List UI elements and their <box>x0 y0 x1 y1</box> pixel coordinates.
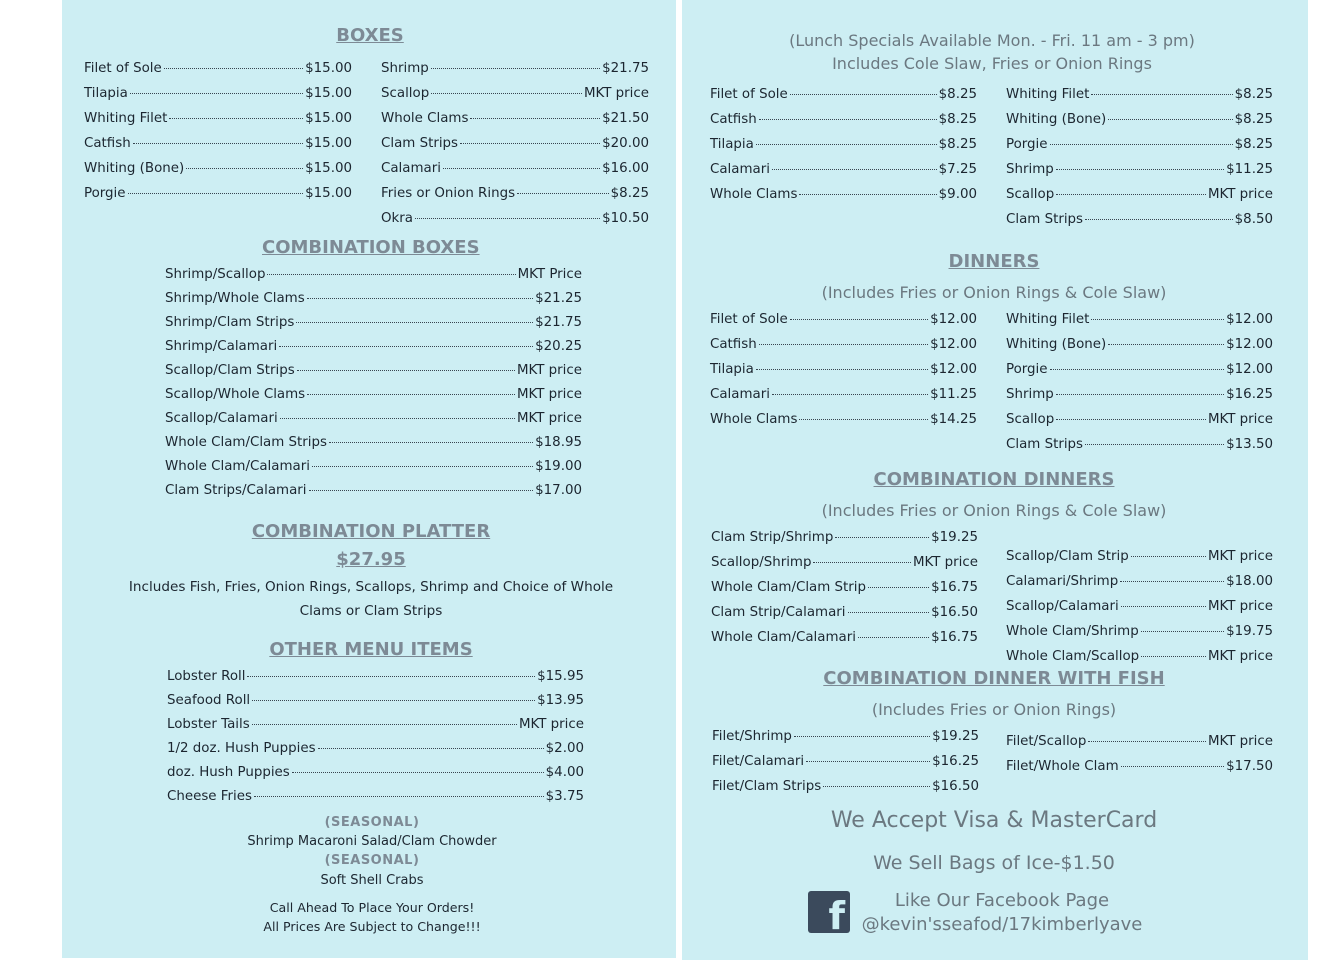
menu-item-price: $21.75 <box>602 61 649 76</box>
dot-leader <box>1121 606 1206 607</box>
dinners-heading: DINNERS <box>948 251 1040 272</box>
menu-item-price: $19.25 <box>932 729 979 744</box>
menu-item-name: Shrimp/Clam Strips <box>165 315 295 330</box>
menu-item <box>381 111 649 129</box>
menu-item <box>1006 112 1273 130</box>
menu-item-price: $15.00 <box>305 136 352 151</box>
dot-leader <box>267 274 515 275</box>
menu-item-price: $13.95 <box>537 693 584 708</box>
dot-leader <box>431 68 600 69</box>
dinners-subtitle: (Includes Fries or Onion Rings & Cole Slaw) <box>821 283 1167 302</box>
dot-leader <box>813 562 910 563</box>
menu-item <box>1006 162 1273 180</box>
menu-item-price: $12.00 <box>930 362 977 377</box>
menu-item <box>711 580 978 598</box>
menu-item-price: $18.95 <box>535 435 582 450</box>
menu-item-price: $4.00 <box>545 765 584 780</box>
menu-left-page <box>62 0 676 958</box>
menu-item <box>1006 187 1273 205</box>
menu-item <box>381 211 649 229</box>
combination-dinner-with-fish-heading: COMBINATION DINNER WITH FISH <box>823 668 1165 689</box>
menu-item <box>711 555 978 573</box>
dot-leader <box>254 796 544 797</box>
dot-leader <box>186 168 303 169</box>
menu-item-price: $16.75 <box>931 630 978 645</box>
menu-item <box>1006 649 1273 667</box>
menu-item-price: $14.25 <box>930 412 977 427</box>
dot-leader <box>517 193 609 194</box>
dot-leader <box>470 118 600 119</box>
menu-item-name: Scallop/Clam Strip <box>1006 549 1129 564</box>
menu-item-price: $9.00 <box>938 187 977 202</box>
menu-item-price: $12.00 <box>930 312 977 327</box>
menu-item-name: Catfish <box>710 337 757 352</box>
menu-item-name: Whole Clam/Calamari <box>165 459 310 474</box>
menu-item-name: doz. Hush Puppies <box>167 765 290 780</box>
menu-item-name: Whole Clams <box>381 111 469 126</box>
menu-item-price: MKT price <box>516 387 582 402</box>
ice-bags-note: We Sell Bags of Ice-$1.50 <box>873 852 1115 874</box>
menu-item-price: MKT price <box>518 717 584 732</box>
menu-item-name: Whiting (Bone) <box>84 161 185 176</box>
menu-item <box>165 483 582 501</box>
dot-leader <box>1056 419 1206 420</box>
menu-item-name: Calamari <box>710 162 770 177</box>
menu-item-name: Filet/Calamari <box>712 754 805 769</box>
combination-dinners-subtitle: (Includes Fries or Onion Rings & Cole Slaw) <box>821 501 1167 520</box>
menu-item-price: MKT price <box>1207 599 1273 614</box>
menu-item-price: $19.25 <box>931 530 978 545</box>
menu-item <box>381 186 649 204</box>
menu-item-name: Clam Strip/Shrimp <box>711 530 834 545</box>
menu-item <box>710 137 977 155</box>
menu-item <box>165 291 582 309</box>
menu-item <box>381 136 649 154</box>
dot-leader <box>790 94 937 95</box>
menu-item <box>167 669 584 687</box>
menu-item <box>712 729 979 747</box>
dot-leader <box>460 143 600 144</box>
menu-item-price: $7.25 <box>938 162 977 177</box>
dot-leader <box>1091 94 1232 95</box>
menu-item-price: $15.95 <box>537 669 584 684</box>
menu-item-name: Shrimp <box>1006 387 1054 402</box>
menu-item-price: $16.25 <box>932 754 979 769</box>
menu-item <box>712 754 979 772</box>
seasonal-items-1: Shrimp Macaroni Salad/Clam Chowder <box>247 834 497 849</box>
menu-item-name: Clam Strips <box>1006 212 1084 227</box>
menu-item-name: Whiting Filet <box>84 111 168 126</box>
menu-item-price: MKT price <box>516 411 582 426</box>
dot-leader <box>169 118 303 119</box>
seasonal-items-2: Soft Shell Crabs <box>320 873 424 888</box>
menu-item-name: Scallop/Calamari <box>165 411 278 426</box>
menu-item-price: $19.75 <box>1226 624 1273 639</box>
dot-leader <box>1108 119 1232 120</box>
menu-item <box>710 162 977 180</box>
dot-leader <box>431 93 582 94</box>
dot-leader <box>806 761 930 762</box>
menu-item <box>1006 624 1273 642</box>
menu-item-name: Calamari <box>381 161 441 176</box>
menu-item-price: $8.25 <box>1234 87 1273 102</box>
menu-item-price: MKT price <box>1207 549 1273 564</box>
menu-item-name: Catfish <box>710 112 757 127</box>
dot-leader <box>799 419 928 420</box>
dot-leader <box>1120 581 1224 582</box>
menu-item-name: Porgie <box>1006 362 1048 377</box>
dot-leader <box>292 772 544 773</box>
menu-item-price: $16.50 <box>932 779 979 794</box>
menu-item <box>167 693 584 711</box>
menu-item-name: Tilapia <box>710 137 754 152</box>
menu-item-price: MKT price <box>583 86 649 101</box>
menu-item <box>710 187 977 205</box>
menu-item-price: $20.25 <box>535 339 582 354</box>
menu-item <box>1006 137 1273 155</box>
call-ahead-note: Call Ahead To Place Your Orders! <box>269 900 475 915</box>
dot-leader <box>756 369 928 370</box>
menu-item-price: $21.50 <box>602 111 649 126</box>
dot-leader <box>307 298 533 299</box>
seasonal-label-1: (SEASONAL) <box>324 815 420 830</box>
menu-item-price: $8.25 <box>1234 112 1273 127</box>
dot-leader <box>128 193 304 194</box>
menu-item-name: Filet/Whole Clam <box>1006 759 1119 774</box>
dot-leader <box>1091 319 1224 320</box>
dot-leader <box>133 143 303 144</box>
menu-item-name: Filet of Sole <box>710 87 788 102</box>
dot-leader <box>1056 394 1224 395</box>
menu-item-price: MKT price <box>1207 412 1273 427</box>
dot-leader <box>1088 741 1206 742</box>
menu-item <box>381 161 649 179</box>
menu-item <box>710 412 977 430</box>
menu-item-name: Whole Clam/Clam Strip <box>711 580 867 595</box>
dot-leader <box>1056 169 1224 170</box>
menu-item-name: Tilapia <box>84 86 128 101</box>
menu-item <box>710 87 977 105</box>
menu-item-name: Whole Clam/Clam Strips <box>165 435 327 450</box>
dot-leader <box>312 466 533 467</box>
dot-leader <box>790 319 928 320</box>
menu-item <box>712 779 979 797</box>
combination-dinner-with-fish-subtitle: (Includes Fries or Onion Rings) <box>871 700 1117 719</box>
menu-item <box>1006 734 1273 752</box>
menu-item <box>1006 599 1273 617</box>
menu-item-price: $8.25 <box>610 186 649 201</box>
facebook-page-text: Like Our Facebook Page <box>894 890 1110 911</box>
dot-leader <box>835 537 929 538</box>
menu-item-name: Shrimp <box>1006 162 1054 177</box>
menu-item-name: Filet of Sole <box>84 61 162 76</box>
menu-item-name: Clam Strips <box>1006 437 1084 452</box>
menu-item <box>167 765 584 783</box>
menu-item-price: MKT price <box>1207 187 1273 202</box>
menu-item-price: $21.75 <box>535 315 582 330</box>
menu-item-name: Seafood Roll <box>167 693 251 708</box>
menu-item <box>165 339 582 357</box>
menu-item <box>711 530 978 548</box>
menu-item <box>710 312 977 330</box>
menu-item <box>1006 437 1273 455</box>
menu-item-price: $20.00 <box>602 136 649 151</box>
menu-item <box>165 459 582 477</box>
dot-leader <box>1131 556 1206 557</box>
menu-item <box>710 337 977 355</box>
menu-item-price: $12.00 <box>930 337 977 352</box>
menu-item <box>711 630 978 648</box>
combination-platter-heading: COMBINATION PLATTER <box>251 521 491 542</box>
platter-price: $27.95 <box>336 549 406 570</box>
menu-item <box>710 362 977 380</box>
menu-item-name: Porgie <box>84 186 126 201</box>
platter-description-line-2: Clams or Clam Strips <box>299 603 443 619</box>
menu-item <box>165 387 582 405</box>
menu-item-price: $8.25 <box>1234 137 1273 152</box>
menu-item-name: Filet/Clam Strips <box>712 779 822 794</box>
menu-item-name: Whiting Filet <box>1006 312 1090 327</box>
menu-item-price: $21.25 <box>535 291 582 306</box>
menu-item-name: Shrimp/Whole Clams <box>165 291 305 306</box>
menu-item-name: Scallop <box>1006 187 1055 202</box>
menu-item <box>167 789 584 807</box>
menu-item-price: $8.25 <box>938 87 977 102</box>
dot-leader <box>164 68 303 69</box>
menu-right-page <box>682 0 1308 960</box>
menu-item <box>1006 412 1273 430</box>
dot-leader <box>1121 766 1225 767</box>
combination-dinners-heading: COMBINATION DINNERS <box>873 469 1115 490</box>
menu-item-price: $3.75 <box>545 789 584 804</box>
menu-item-price: $18.00 <box>1226 574 1273 589</box>
menu-item-price: $12.00 <box>1226 362 1273 377</box>
other-menu-items-heading: OTHER MENU ITEMS <box>269 639 473 660</box>
menu-item-name: Shrimp/Scallop <box>165 267 266 282</box>
dot-leader <box>756 144 937 145</box>
menu-item-price: MKT price <box>1207 649 1273 664</box>
menu-item <box>84 61 352 79</box>
menu-item <box>710 112 977 130</box>
lunch-specials-includes: Includes Cole Slaw, Fries or Onion Rings <box>832 54 1152 73</box>
menu-item-price: $16.25 <box>1226 387 1273 402</box>
menu-item-name: Fries or Onion Rings <box>381 186 516 201</box>
menu-item-name: Filet/Scallop <box>1006 734 1087 749</box>
menu-item-name: Filet of Sole <box>710 312 788 327</box>
dot-leader <box>252 700 535 701</box>
menu-item-price: $15.00 <box>305 111 352 126</box>
facebook-icon[interactable]: f <box>808 891 850 933</box>
menu-item-name: Clam Strip/Calamari <box>711 605 846 620</box>
menu-item <box>710 387 977 405</box>
menu-item-name: Shrimp <box>381 61 429 76</box>
dot-leader <box>252 724 517 725</box>
menu-item <box>84 161 352 179</box>
dot-leader <box>1050 144 1233 145</box>
dot-leader <box>443 168 600 169</box>
menu-item <box>165 315 582 333</box>
menu-item <box>1006 759 1273 777</box>
menu-item <box>1006 87 1273 105</box>
combination-boxes-heading: COMBINATION BOXES <box>262 237 480 258</box>
menu-item-name: Okra <box>381 211 414 226</box>
dot-leader <box>1141 656 1206 657</box>
menu-item-name: Calamari/Shrimp <box>1006 574 1119 589</box>
dot-leader <box>1141 631 1224 632</box>
menu-item-name: Scallop/Shrimp <box>711 555 812 570</box>
menu-item-price: MKT price <box>1207 734 1273 749</box>
menu-item-name: Clam Strips <box>381 136 459 151</box>
menu-item-price: $8.25 <box>938 137 977 152</box>
menu-item-name: Whiting (Bone) <box>1006 112 1107 127</box>
menu-item-price: $12.00 <box>1226 337 1273 352</box>
menu-item-name: Whole Clam/Shrimp <box>1006 624 1139 639</box>
menu-item-name: Filet/Shrimp <box>712 729 792 744</box>
menu-item-price: $15.00 <box>305 61 352 76</box>
dot-leader <box>794 736 930 737</box>
accepted-cards: We Accept Visa & MasterCard <box>830 808 1158 833</box>
menu-item <box>84 186 352 204</box>
seasonal-label-2: (SEASONAL) <box>324 853 420 868</box>
menu-item <box>381 61 649 79</box>
menu-item <box>1006 337 1273 355</box>
menu-item-price: $16.50 <box>931 605 978 620</box>
dot-leader <box>329 442 533 443</box>
menu-item-name: Scallop/Clam Strips <box>165 363 295 378</box>
menu-item-name: Calamari <box>710 387 770 402</box>
dot-leader <box>279 346 533 347</box>
menu-item-price: MKT price <box>516 363 582 378</box>
menu-item <box>711 605 978 623</box>
dot-leader <box>247 676 535 677</box>
dot-leader <box>823 786 930 787</box>
dot-leader <box>130 93 303 94</box>
menu-item-name: Clam Strips/Calamari <box>165 483 307 498</box>
dot-leader <box>858 637 929 638</box>
menu-item-price: $15.00 <box>305 186 352 201</box>
menu-item-name: Scallop/Calamari <box>1006 599 1119 614</box>
menu-item-price: $16.00 <box>602 161 649 176</box>
menu-item-price: $8.50 <box>1234 212 1273 227</box>
menu-item <box>165 267 582 285</box>
dot-leader <box>772 169 937 170</box>
menu-item <box>1006 362 1273 380</box>
dot-leader <box>318 748 544 749</box>
menu-item <box>1006 387 1273 405</box>
menu-item-price: MKT price <box>912 555 978 570</box>
menu-item <box>1006 574 1273 592</box>
prices-subject-note: All Prices Are Subject to Change!!! <box>263 919 481 934</box>
menu-item <box>84 111 352 129</box>
menu-item-name: Whole Clam/Calamari <box>711 630 856 645</box>
menu-item-name: Whiting (Bone) <box>1006 337 1107 352</box>
boxes-heading: BOXES <box>336 25 404 46</box>
menu-item-price: $2.00 <box>545 741 584 756</box>
menu-item <box>165 435 582 453</box>
dot-leader <box>296 322 533 323</box>
menu-item-name: Lobster Tails <box>167 717 250 732</box>
menu-item <box>84 86 352 104</box>
menu-item-name: Lobster Roll <box>167 669 246 684</box>
dot-leader <box>868 587 929 588</box>
menu-item-price: $17.00 <box>535 483 582 498</box>
menu-item-name: Whole Clams <box>710 187 798 202</box>
menu-item-name: Whole Clam/Scallop <box>1006 649 1140 664</box>
dot-leader <box>1085 444 1224 445</box>
menu-item-price: $12.00 <box>1226 312 1273 327</box>
menu-item-price: $11.25 <box>1226 162 1273 177</box>
menu-item-name: Porgie <box>1006 137 1048 152</box>
menu-item-price: $8.25 <box>938 112 977 127</box>
menu-item-price: $16.75 <box>931 580 978 595</box>
menu-item-name: Whole Clams <box>710 412 798 427</box>
menu-item-name: Whiting Filet <box>1006 87 1090 102</box>
menu-item-price: $19.00 <box>535 459 582 474</box>
menu-item <box>165 411 582 429</box>
platter-description-line-1: Includes Fish, Fries, Onion Rings, Scallops, Shrimp and Choice of Whole <box>128 579 614 595</box>
dot-leader <box>1085 219 1233 220</box>
menu-item <box>84 136 352 154</box>
dot-leader <box>415 218 600 219</box>
dot-leader <box>1056 194 1206 195</box>
menu-item <box>381 86 649 104</box>
menu-item-name: Catfish <box>84 136 131 151</box>
menu-item-price: MKT Price <box>517 267 582 282</box>
menu-item-name: Scallop <box>381 86 430 101</box>
menu-item-name: Scallop <box>1006 412 1055 427</box>
facebook-handle: @kevin'sseafod/17kimberlyave <box>861 914 1143 935</box>
menu-item-price: $10.50 <box>602 211 649 226</box>
menu-item-name: 1/2 doz. Hush Puppies <box>167 741 316 756</box>
menu-item <box>1006 549 1273 567</box>
menu-item-price: $13.50 <box>1226 437 1273 452</box>
menu-item-price: $15.00 <box>305 161 352 176</box>
dot-leader <box>772 394 928 395</box>
dot-leader <box>307 394 515 395</box>
menu-item <box>167 717 584 735</box>
dot-leader <box>309 490 534 491</box>
menu-item-name: Shrimp/Calamari <box>165 339 278 354</box>
dot-leader <box>759 119 937 120</box>
menu-item-name: Scallop/Whole Clams <box>165 387 306 402</box>
menu-item-price: $15.00 <box>305 86 352 101</box>
menu-item-name: Tilapia <box>710 362 754 377</box>
dot-leader <box>1108 344 1224 345</box>
lunch-specials-heading: (Lunch Specials Available Mon. - Fri. 11 am - 3 pm) <box>789 31 1195 50</box>
menu-item <box>1006 212 1273 230</box>
dot-leader <box>297 370 515 371</box>
menu-item <box>165 363 582 381</box>
dot-leader <box>848 612 930 613</box>
menu-item <box>167 741 584 759</box>
menu-item-name: Cheese Fries <box>167 789 252 804</box>
menu-item <box>1006 312 1273 330</box>
dot-leader <box>799 194 936 195</box>
dot-leader <box>759 344 928 345</box>
menu-item-price: $17.50 <box>1226 759 1273 774</box>
menu-item-price: $11.25 <box>930 387 977 402</box>
dot-leader <box>1050 369 1225 370</box>
dot-leader <box>280 418 515 419</box>
